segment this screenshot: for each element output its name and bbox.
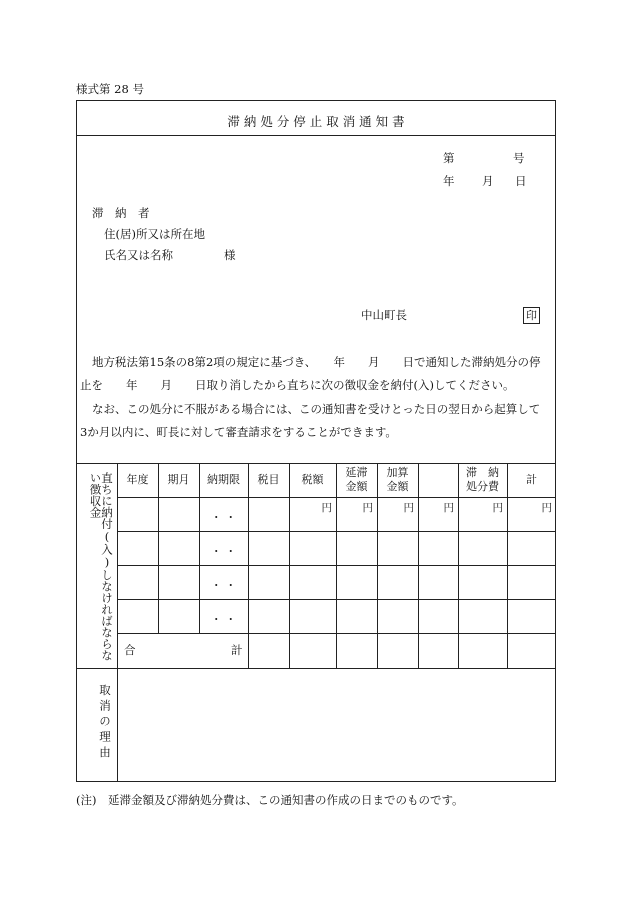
honorific: 様 [224, 248, 236, 262]
header-late-fee-line1: 延滞 [345, 466, 368, 479]
yen-unit: 円 [492, 502, 503, 514]
header-year: 年度 [126, 473, 149, 486]
due-date-dots: ・ ・ [210, 545, 237, 558]
body-line-1: 地方税法第15条の8第2項の規定に基づき、 年 月 日で通知した滞納処分の停 [92, 355, 541, 369]
document-title: 滞 納 処 分 停 止 取 消 通 知 書 [227, 114, 405, 129]
date-day: 日 [515, 174, 527, 188]
body-line-4: 3か月以内に、町長に対して審査請求をすることができます。 [80, 425, 397, 439]
header-late-fee-line2: 金額 [345, 480, 368, 493]
yen-unit: 円 [362, 502, 373, 514]
col-line-3 [248, 463, 249, 668]
header-disposal-line1: 滞 納 [466, 466, 499, 479]
col-line-7 [418, 463, 419, 668]
header-due: 納期限 [207, 473, 240, 486]
doc-no-suffix: 号 [513, 151, 525, 165]
body-table-divider [76, 463, 556, 464]
header-total: 計 [526, 473, 537, 486]
col-line-1 [158, 463, 159, 633]
due-date-dots: ・ ・ [210, 613, 237, 626]
header-tax-amount: 税額 [301, 473, 324, 486]
date-month: 月 [482, 174, 494, 188]
yen-unit: 円 [403, 502, 414, 514]
addressee-label: 滞 納 者 [92, 206, 150, 220]
yen-unit: 円 [443, 502, 454, 514]
side-label-divider [117, 463, 118, 782]
total-label-start: 合 [124, 643, 136, 657]
form-number: 様式第 28 号 [76, 82, 144, 96]
header-tax-type: 税目 [257, 473, 280, 486]
form-frame [76, 100, 556, 782]
col-line-9 [507, 463, 508, 668]
col-line-4 [289, 463, 290, 668]
seal-mark: 印 [523, 307, 540, 324]
table-reason-divider [76, 668, 556, 669]
footnote: (注) 延滞金額及び滞納処分費は、この通知書の作成の日までのものです。 [76, 793, 464, 807]
total-label-end: 計 [231, 643, 243, 657]
due-date-dots: ・ ・ [210, 579, 237, 592]
yen-unit: 円 [541, 502, 552, 514]
header-disposal-line2: 処分費 [466, 480, 499, 493]
header-surcharge-line2: 金額 [386, 480, 409, 493]
table-side-label: 直ちに納付(入)しなければならない徴収金 [88, 472, 114, 661]
body-line-3: なお、この処分に不服がある場合には、この通知書を受けとった日の翌日から起算して [92, 402, 541, 416]
address-label: 住(居)所又は所在地 [104, 227, 205, 241]
issuer-title: 中山町長 [361, 308, 407, 322]
title-divider [76, 135, 556, 136]
header-period: 期月 [167, 473, 190, 486]
name-label: 氏名又は名称 [104, 248, 173, 262]
reason-label: 取消の理由 [98, 684, 112, 762]
yen-unit: 円 [321, 502, 332, 514]
doc-no-prefix: 第 [443, 151, 455, 165]
header-surcharge-line1: 加算 [386, 466, 409, 479]
body-line-2: 止を 年 月 日取り消したから直ちに次の徴収金を納付(入)してください。 [80, 378, 515, 392]
date-year: 年 [443, 174, 455, 188]
due-date-dots: ・ ・ [210, 511, 237, 524]
